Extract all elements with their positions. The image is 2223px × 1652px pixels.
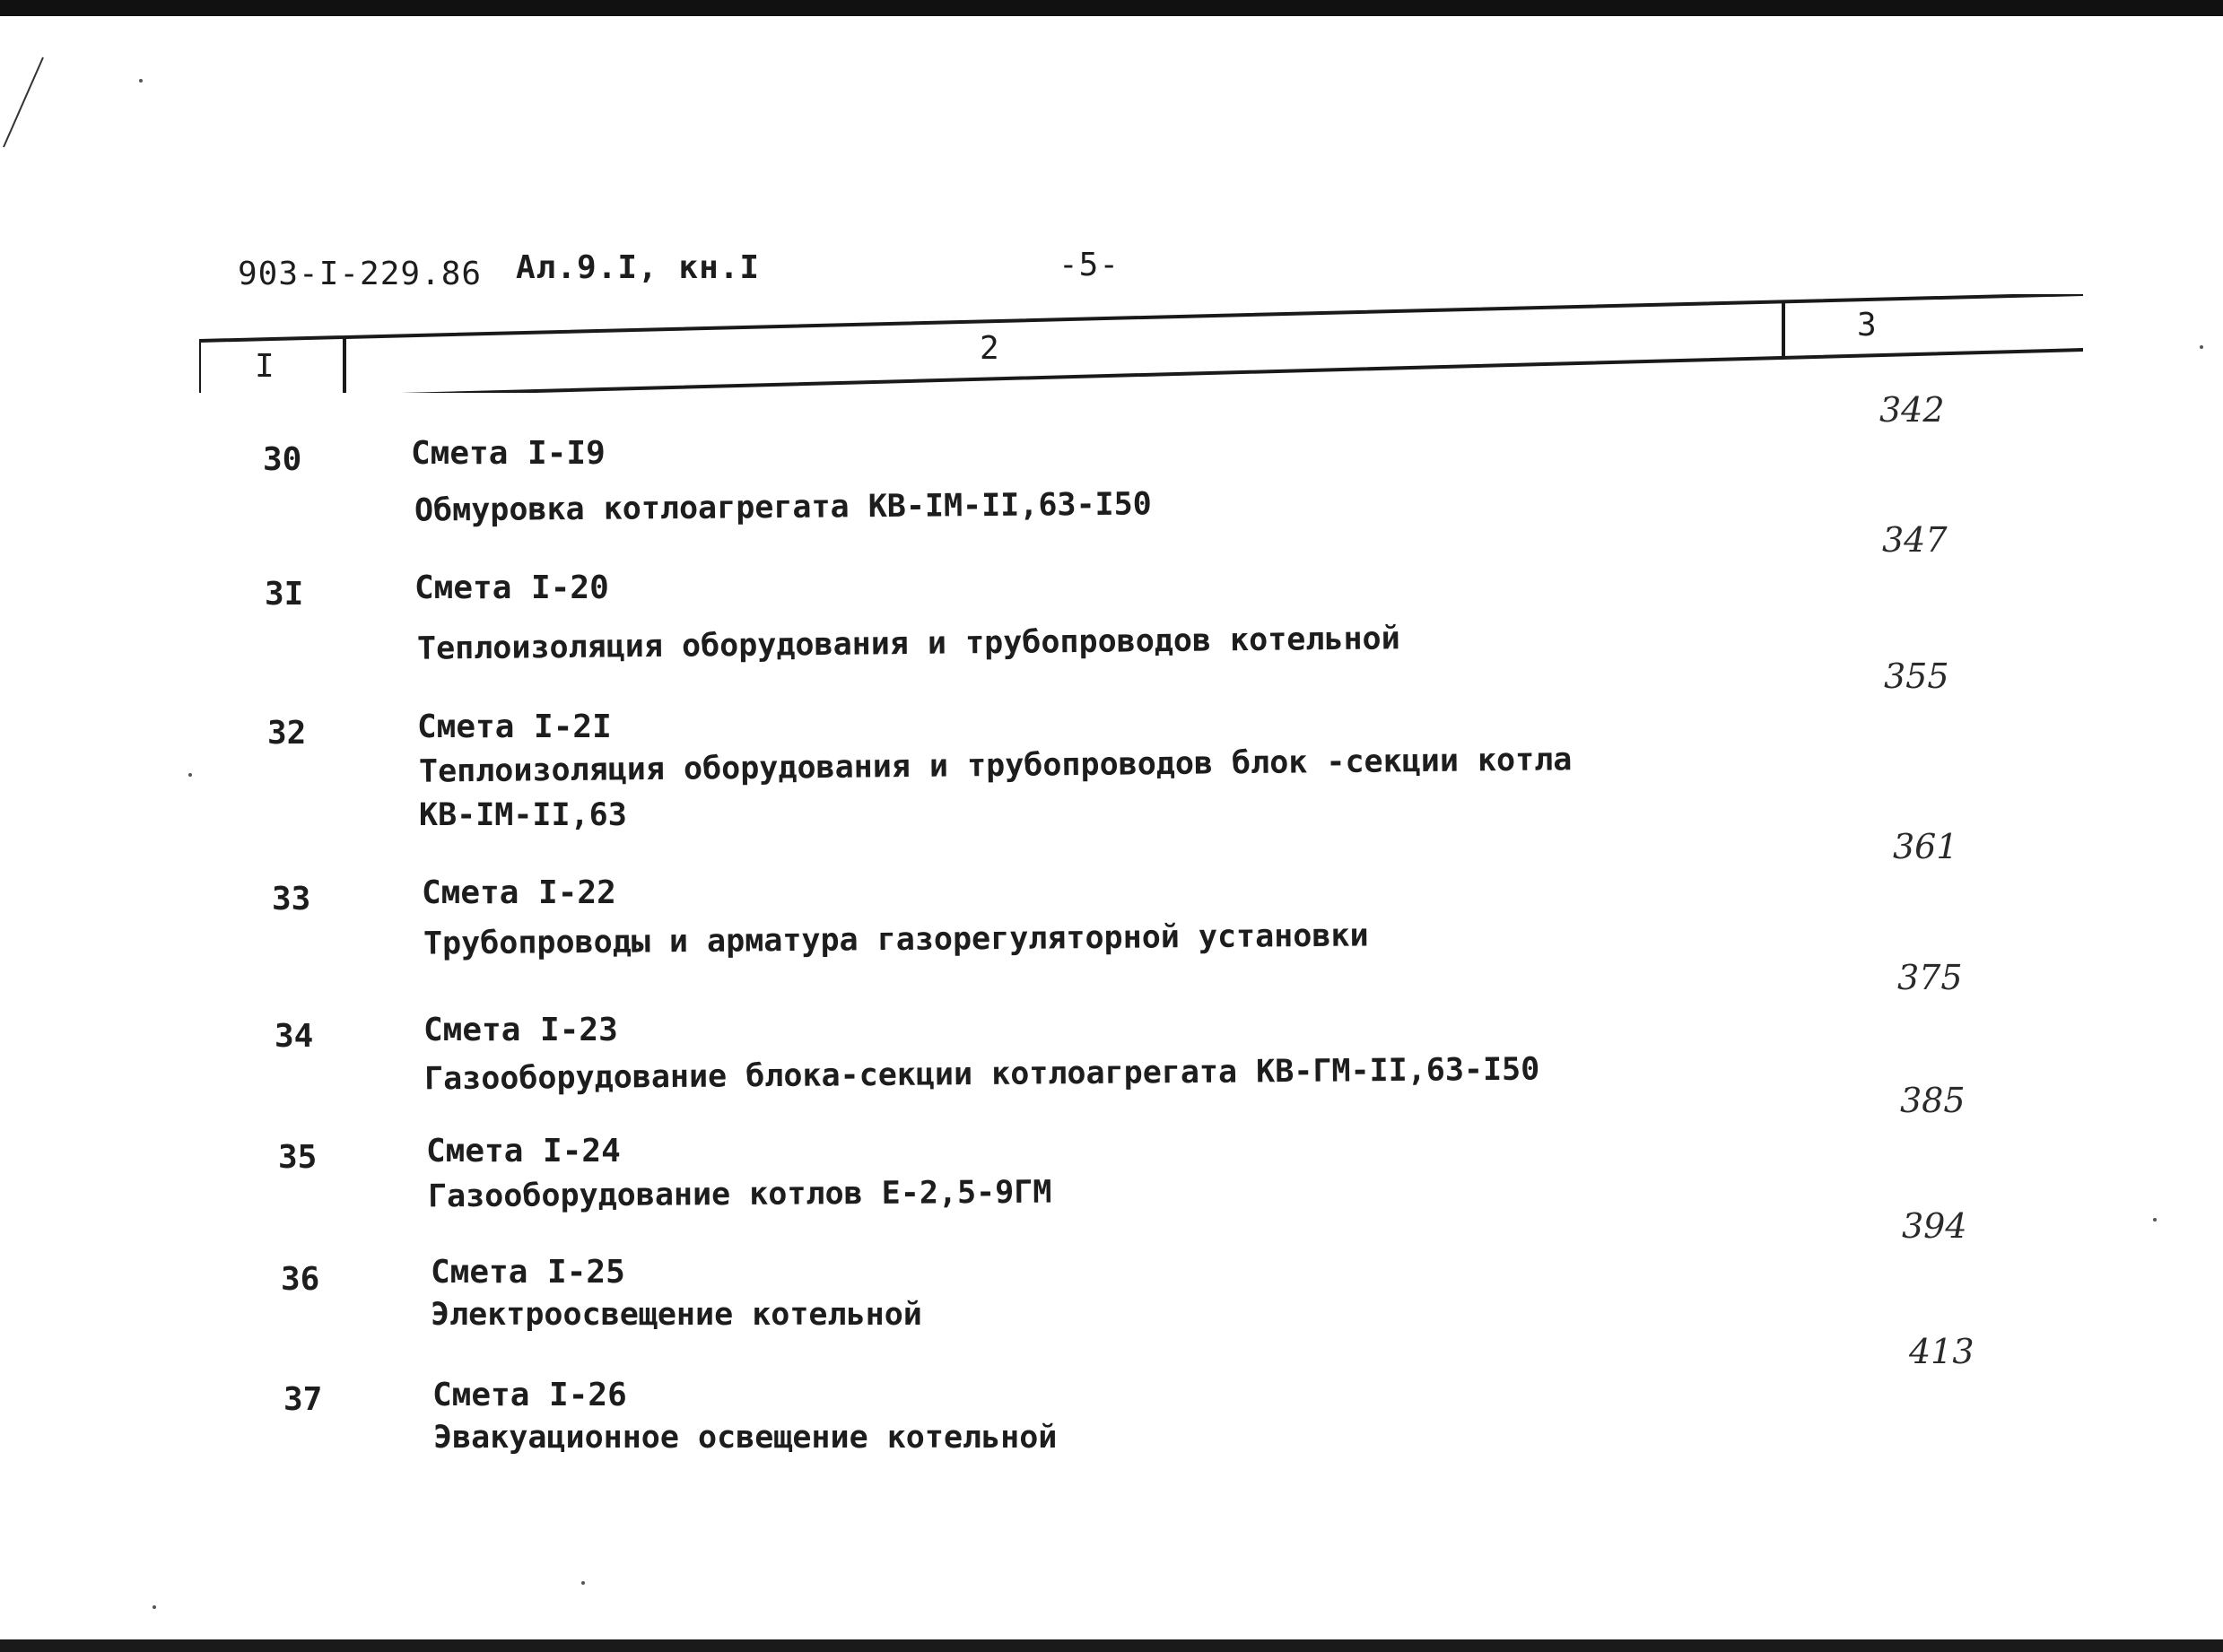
scan-speck: [139, 79, 143, 83]
column-1-label: I: [255, 348, 275, 385]
item-number: 35: [278, 1139, 318, 1176]
item-description: Эвакуационное освещение котельной: [433, 1420, 1058, 1456]
item-number: 30: [263, 441, 302, 478]
item-number: 33: [272, 881, 311, 917]
page-number: 347: [1882, 520, 1948, 560]
scan-speck: [153, 1605, 156, 1609]
item-number: 36: [281, 1261, 320, 1298]
item-number: 3I: [265, 576, 304, 613]
scan-speck: [2200, 345, 2203, 349]
estimate-code: Смета I-2I: [417, 709, 612, 745]
item-description: Трубопроводы и арматура газорегуляторной установки: [423, 917, 1369, 962]
scan-speck: [581, 1581, 585, 1585]
item-number: 34: [275, 1018, 314, 1055]
estimate-code: Смета I-I9: [411, 435, 606, 472]
page-number: 375: [1897, 958, 1963, 997]
item-description: Теплоизоляция оборудования и трубопроводов блок -секции котла: [418, 742, 1573, 790]
page-number: 342: [1879, 390, 1945, 430]
item-description: Электроосвещение котельной: [431, 1297, 922, 1333]
item-number: 37: [283, 1381, 323, 1418]
scan-speck: [188, 773, 192, 777]
item-description: Обмуровка котлоагрегата КВ-IM-II,63-I50: [414, 486, 1152, 529]
estimate-code: Смета I-22: [422, 874, 616, 911]
item-description: Газооборудование блока-секции котлоагрегата КВ-ГМ-II,63-I50: [423, 1051, 1540, 1098]
item-description-continued: КВ-IM-II,63: [419, 797, 627, 833]
page-number: 413: [1909, 1332, 1975, 1371]
page-number: 361: [1893, 827, 1958, 866]
item-number: 32: [267, 715, 307, 752]
album-reference: Ал.9.I, кн.I: [516, 249, 761, 286]
scan-speck: [2153, 1218, 2157, 1222]
item-description: Теплоизоляция оборудования и трубопроводов котельной: [416, 621, 1400, 667]
estimate-code: Смета I-24: [426, 1133, 621, 1169]
page-marker: -5-: [1059, 247, 1120, 283]
item-description: Газооборудование котлов Е-2,5-9ГМ: [427, 1174, 1052, 1215]
estimate-code: Смета I-20: [414, 570, 609, 606]
estimate-code: Смета I-25: [431, 1254, 625, 1291]
column-2-label: 2: [980, 330, 999, 367]
page-number: 394: [1902, 1206, 1967, 1246]
estimate-code: Смета I-26: [432, 1377, 627, 1413]
document-code: 903-I-229.86: [238, 256, 483, 292]
estimate-code: Смета I-23: [423, 1012, 618, 1048]
page-number: 385: [1900, 1081, 1966, 1120]
column-3-label: 3: [1857, 307, 1877, 343]
page-number: 355: [1884, 656, 1949, 696]
